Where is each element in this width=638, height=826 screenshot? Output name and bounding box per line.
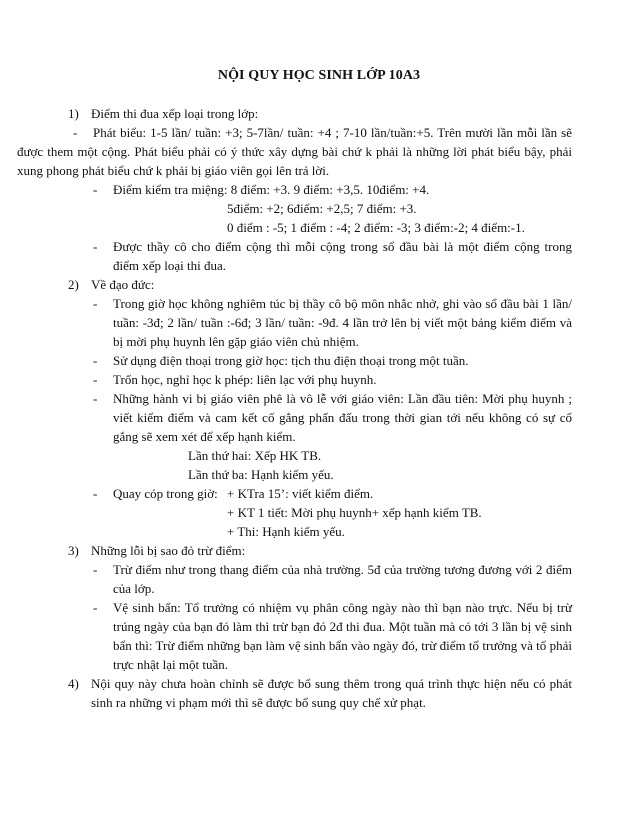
bullet-dash: - — [93, 391, 98, 406]
list-item-text: + KT 1 tiết: Mời phụ huynh+ xếp hạnh kiểm TB. — [227, 505, 482, 520]
section-heading-text: Về đạo đức: — [91, 277, 155, 292]
bullet-dash: - — [93, 239, 98, 254]
list-item-text: + Thi: Hạnh kiểm yếu. — [227, 524, 345, 539]
section-number: 3) — [68, 543, 79, 558]
section-1-heading — [68, 104, 571, 123]
bullet-dash: - — [73, 125, 78, 140]
list-item-text: Phát biểu: 1-5 lần/ tuần: +3; 5-7lần/ tuần: +4 ; 7-10 lần/tuần:+5. Trên mười lần mỗi lần sẽ được them một cộng. Phát biểu phải có ý thức xây dựng bài chứ k phải là những lời phát biểu bậy, phải xung phong phát biểu chứ k phải bị giáo viên gọi lên trả lời. — [17, 125, 572, 178]
bullet-dash: - — [93, 486, 98, 501]
list-item-text: Sử dụng điện thoại trong giờ học: tịch thu điện thoại trong một tuần. — [113, 353, 469, 368]
bullet-dash: - — [93, 372, 98, 387]
list-item-text: Trừ điểm như trong thang điểm của nhà trường. 5đ của trường tương đương với 2 điểm của lớp. — [113, 562, 572, 596]
list-item-text: Điểm kiểm tra miệng: 8 điểm: +3. 9 điểm: +3,5. 10điểm: +4. — [113, 182, 430, 197]
page-title: NỘI QUY HỌC SINH LỚP 10A3 — [217, 68, 421, 83]
list-item-text: Trốn học, nghỉ học k phép: liên lạc với phụ huynh. — [113, 372, 377, 387]
list-item-text: Vệ sinh bẩn: Tổ trưởng có nhiệm vụ phân công ngày nào thì bạn nào trực. Nếu bị trừ trúng ngày của bạn đó làm thì trừ bạn đó 2đ thi đua. Một tuần mà có tới 3 lần bị vệ sinh bẩn thì: Trừ điểm những bạn làm vệ sinh bẩn vào ngày đó, trừ điểm tổ trưởng và tổ phải trực nhật lại một tuần. — [113, 600, 572, 672]
bullet-dash: - — [93, 562, 98, 577]
list-item-text: Trong giờ học không nghiêm túc bị thầy cô bộ môn nhắc nhở, ghi vào sổ đầu bài 1 lần/ tuần: -3đ; 2 lần/ tuần :-6đ; 3 lần/ tuần: -9đ. 4 lần trở lên bị viết một bảng kiểm điểm và bị mời phụ huynh lên gặp giáo viên chủ nhiệm. — [113, 296, 572, 349]
section-2-heading — [68, 275, 571, 294]
list-item-text: 5điểm: +2; 6điểm: +2,5; 7 điểm: +3. — [227, 201, 417, 216]
list-item-text: + KTra 15’: viết kiểm điểm. — [227, 486, 374, 501]
section-heading-text: Điểm thi đua xếp loại trong lớp: — [91, 106, 259, 121]
bullet-dash: - — [93, 296, 98, 311]
list-item-text: Được thầy cô cho điểm cộng thì mỗi cộng trong sổ đầu bài là một điểm cộng trong điểm xếp loại thi đua. — [113, 239, 572, 273]
section-3-heading — [68, 541, 571, 560]
section-number: 2) — [68, 277, 79, 292]
section-heading-text: Những lỗi bị sao đỏ trừ điểm: — [91, 543, 246, 558]
list-item-text: Quay cóp trong giờ: — [113, 486, 218, 501]
list-item-text: Lần thứ hai: Xếp HK TB. — [188, 448, 322, 463]
bullet-dash: - — [93, 600, 98, 615]
list-item-text: Những hành vi bị giáo viên phê là vô lễ với giáo viên: Lần đầu tiên: Mời phụ huynh ; viết kiểm điểm và cam kết cố gắng phấn đấu trong thời gian tới nếu không có sự cố gắng sẽ xem xét để xếp hạnh kiểm. — [113, 391, 572, 444]
section-number: 4) — [68, 676, 79, 691]
section-number: 1) — [68, 106, 79, 121]
list-item-text: 0 điểm : -5; 1 điểm : -4; 2 điểm: -3; 3 điểm:-2; 4 điểm:-1. — [227, 220, 525, 235]
section-4-text: Nội quy này chưa hoàn chỉnh sẽ được bổ sung thêm trong quá trình thực hiện nếu có phát sinh ra những vi phạm mới thì sẽ được bổ sung quy chế xử phạt. — [91, 676, 572, 710]
list-item-text: Lần thứ ba: Hạnh kiểm yếu. — [188, 467, 334, 482]
bullet-dash: - — [93, 182, 98, 197]
bullet-dash: - — [93, 353, 98, 368]
